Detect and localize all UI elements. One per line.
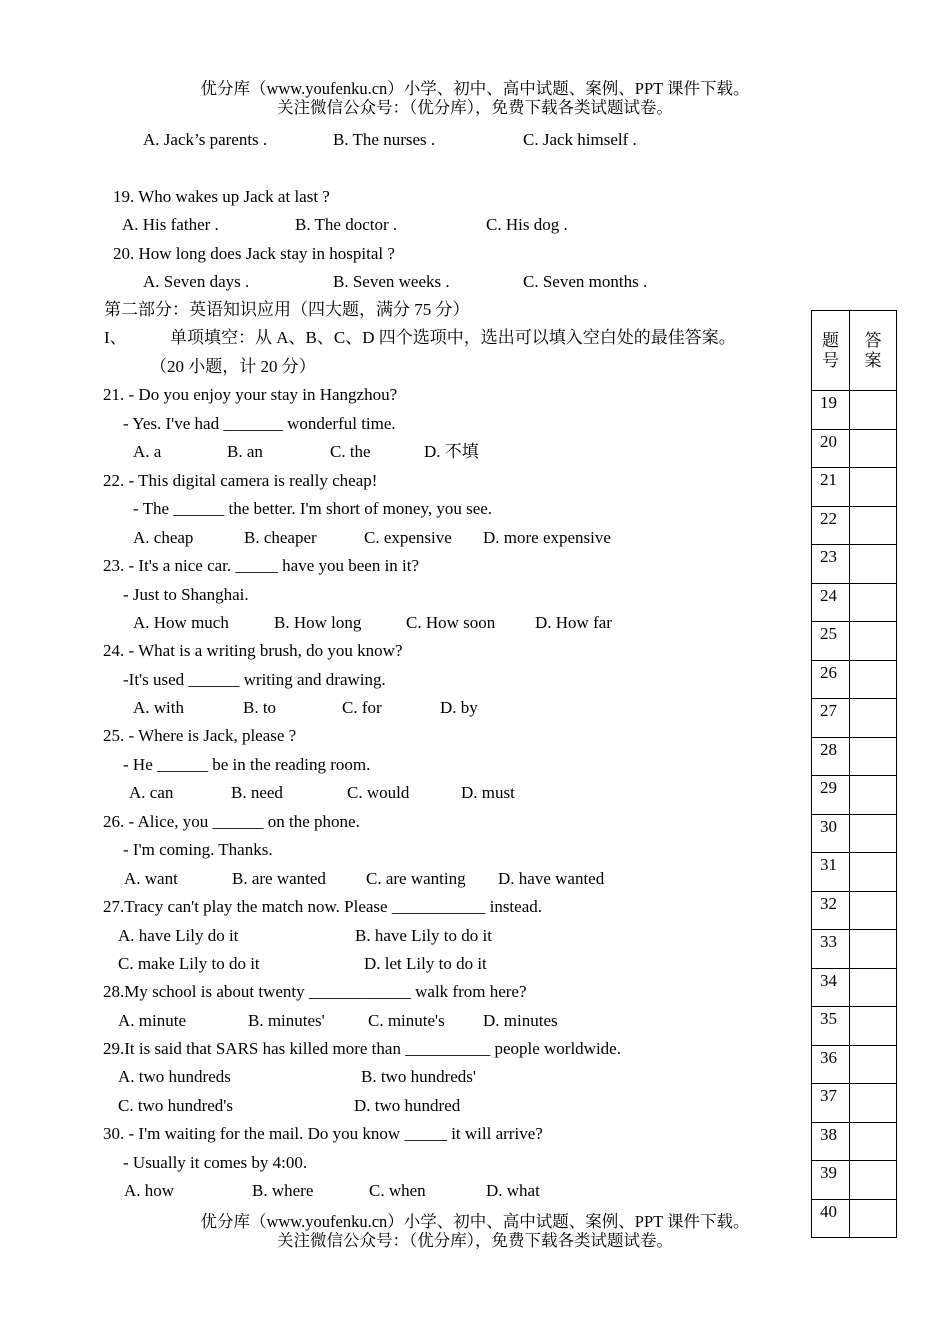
answer-table-header (812, 311, 897, 391)
q23-option-c: C. How soon (406, 613, 496, 632)
q19-stem: 19. Who wakes up Jack at last ? (113, 187, 330, 206)
footer-line-2: 关注微信公众号：（优分库），免费下载各类试题试卷。 (277, 1231, 673, 1250)
answer-table-row (812, 1045, 897, 1084)
answer-row-blank[interactable] (850, 506, 897, 545)
section1-number: I、 (104, 328, 127, 347)
q26-option-c: C. are wanting (366, 869, 466, 888)
footer-line-1: 优分库（www.youfenku.cn）小学、初中、高中试题、案例、PPT 课件下载。 (200, 1212, 750, 1231)
answer-table-row (812, 391, 897, 430)
answer-row-number: 39 (812, 1161, 850, 1200)
q18-option-a: A. Jack’s parents . (143, 130, 268, 149)
q26-stem: 26. - Alice, you ______ on the phone. (103, 812, 360, 831)
answer-row-number: 28 (812, 737, 850, 776)
q21-stem: 21. - Do you enjoy your stay in Hangzhou? (103, 385, 398, 404)
answer-row-blank[interactable] (850, 968, 897, 1007)
q22-option-a: A. cheap (133, 528, 194, 547)
answer-row-blank[interactable] (850, 622, 897, 661)
answer-row-blank[interactable] (850, 468, 897, 507)
q26-option-a: A. want (124, 869, 178, 888)
q25-line-2: - He ______ be in the reading room. (123, 755, 371, 774)
q21-option-c: C. the (330, 442, 371, 461)
part2-title: 第二部分：英语知识应用（四大题，满分 75 分） (104, 300, 470, 319)
answer-row-number: 31 (812, 853, 850, 892)
answer-row-number: 24 (812, 583, 850, 622)
q30-option-d: D. what (486, 1181, 540, 1200)
q30-option-a: A. how (124, 1181, 175, 1200)
q20-option-c: C. Seven months . (523, 272, 648, 291)
answer-row-blank[interactable] (850, 1084, 897, 1123)
answer-row-number: 21 (812, 468, 850, 507)
q29-option-d: D. two hundred (354, 1096, 461, 1115)
answer-table-row (812, 468, 897, 507)
q23-option-a: A. How much (133, 613, 229, 632)
answer-row-blank[interactable] (850, 1045, 897, 1084)
header-line-1: 优分库（www.youfenku.cn）小学、初中、高中试题、案例、PPT 课件下载。 (200, 79, 750, 98)
answer-table-row (812, 1007, 897, 1046)
answer-row-number: 25 (812, 622, 850, 661)
answer-row-blank[interactable] (850, 660, 897, 699)
answer-row-blank[interactable] (850, 930, 897, 969)
q23-line-2: - Just to Shanghai. (123, 585, 249, 604)
q27-option-a: A. have Lily do it (118, 926, 239, 945)
q26-line-2: - I'm coming. Thanks. (123, 840, 273, 859)
answer-row-number: 38 (812, 1122, 850, 1161)
answer-row-blank[interactable] (850, 1161, 897, 1200)
answer-table-row (812, 429, 897, 468)
answer-table-row (812, 622, 897, 661)
answer-table-row (812, 776, 897, 815)
q27-option-c: C. make Lily to do it (118, 954, 260, 973)
answer-row-number: 27 (812, 699, 850, 738)
q24-stem: 24. - What is a writing brush, do you know? (103, 641, 403, 660)
q26-option-d: D. have wanted (498, 869, 605, 888)
q29-stem: 29.It is said that SARS has killed more than __________ people worldwide. (103, 1039, 621, 1058)
answer-table-row (812, 968, 897, 1007)
answer-row-number: 23 (812, 545, 850, 584)
q23-option-d: D. How far (535, 613, 612, 632)
q29-option-b: B. two hundreds' (361, 1067, 476, 1086)
answer-row-number: 33 (812, 930, 850, 969)
answer-table-row (812, 1199, 897, 1238)
answer-row-number: 37 (812, 1084, 850, 1123)
answer-row-blank[interactable] (850, 1199, 897, 1238)
q21-option-a: A. a (133, 442, 162, 461)
answer-table-row (812, 699, 897, 738)
answer-row-blank[interactable] (850, 545, 897, 584)
answer-row-blank[interactable] (850, 814, 897, 853)
q22-option-d: D. more expensive (483, 528, 611, 547)
q27-option-d: D. let Lily to do it (364, 954, 487, 973)
q30-stem: 30. - I'm waiting for the mail. Do you know _____ it will arrive? (103, 1124, 543, 1143)
answer-row-number: 22 (812, 506, 850, 545)
answer-row-blank[interactable] (850, 853, 897, 892)
q24-option-d: D. by (440, 698, 478, 717)
q22-option-b: B. cheaper (244, 528, 317, 547)
q30-option-b: B. where (252, 1181, 314, 1200)
answer-table-row (812, 930, 897, 969)
answer-row-number: 34 (812, 968, 850, 1007)
answer-table-row (812, 1084, 897, 1123)
answer-table-row (812, 583, 897, 622)
q29-option-c: C. two hundred's (118, 1096, 233, 1115)
answer-table-row (812, 506, 897, 545)
answer-row-blank[interactable] (850, 429, 897, 468)
answer-row-number: 35 (812, 1007, 850, 1046)
q28-stem: 28.My school is about twenty ____________ walk from here? (103, 982, 527, 1001)
q25-option-a: A. can (129, 783, 174, 802)
section1-instruction: 单项填空：从 A、B、C、D 四个选项中，选出可以填入空白处的最佳答案。 (170, 328, 736, 347)
answer-row-number: 36 (812, 1045, 850, 1084)
q26-option-b: B. are wanted (232, 869, 326, 888)
q19-option-a: A. His father . (122, 215, 219, 234)
answer-row-number: 29 (812, 776, 850, 815)
q24-option-c: C. for (342, 698, 382, 717)
q21-line-2: - Yes. I've had _______ wonderful time. (123, 414, 396, 433)
answer-row-blank[interactable] (850, 1122, 897, 1161)
q25-option-d: D. must (461, 783, 515, 802)
q24-option-a: A. with (133, 698, 184, 717)
answer-row-blank[interactable] (850, 1007, 897, 1046)
answer-table-row (812, 737, 897, 776)
answer-row-blank[interactable] (850, 776, 897, 815)
q25-option-c: C. would (347, 783, 410, 802)
q20-stem: 20. How long does Jack stay in hospital ? (113, 244, 395, 263)
answer-table-row (812, 891, 897, 930)
q24-option-b: B. to (243, 698, 277, 717)
q18-option-b: B. The nurses . (333, 130, 436, 149)
section1-note: （20 小题，计 20 分） (150, 357, 316, 376)
answer-row-blank[interactable] (850, 699, 897, 738)
answer-row-number: 19 (812, 391, 850, 430)
q29-option-a: A. two hundreds (118, 1067, 231, 1086)
answer-table-row (812, 853, 897, 892)
answer-table-answer-header: 答案 (850, 311, 897, 391)
answer-table (811, 310, 897, 1238)
q27-stem: 27.Tracy can't play the match now. Please ___________ instead. (103, 897, 542, 916)
answer-row-number: 30 (812, 814, 850, 853)
answer-row-number: 32 (812, 891, 850, 930)
answer-table-row (812, 545, 897, 584)
answer-row-blank[interactable] (850, 891, 897, 930)
answer-row-number: 40 (812, 1199, 850, 1238)
q21-option-d: D. 不填 (424, 442, 479, 461)
q19-option-b: B. The doctor . (295, 215, 398, 234)
answer-table-number-header: 题号 (812, 311, 850, 391)
q28-option-c: C. minute's (368, 1011, 445, 1030)
q30-line-2: - Usually it comes by 4:00. (123, 1153, 308, 1172)
q30-option-c: C. when (369, 1181, 426, 1200)
header-line-2: 关注微信公众号：（优分库），免费下载各类试题试卷。 (277, 98, 673, 117)
q22-stem: 22. - This digital camera is really cheap! (103, 471, 378, 490)
answer-row-blank[interactable] (850, 583, 897, 622)
q24-line-2: -It's used ______ writing and drawing. (123, 670, 386, 689)
q20-option-b: B. Seven weeks . (333, 272, 450, 291)
q21-option-b: B. an (227, 442, 263, 461)
q22-option-c: C. expensive (364, 528, 452, 547)
answer-row-number: 26 (812, 660, 850, 699)
q22-line-2: - The ______ the better. I'm short of money, you see. (133, 499, 493, 518)
answer-table-row (812, 660, 897, 699)
q28-option-d: D. minutes (483, 1011, 558, 1030)
q18-option-c: C. Jack himself . (523, 130, 637, 149)
q23-option-b: B. How long (274, 613, 362, 632)
q19-option-c: C. His dog . (486, 215, 568, 234)
answer-row-blank[interactable] (850, 391, 897, 430)
answer-row-number: 20 (812, 429, 850, 468)
q23-stem: 23. - It's a nice car. _____ have you been in it? (103, 556, 420, 575)
q28-option-a: A. minute (118, 1011, 186, 1030)
q25-option-b: B. need (231, 783, 283, 802)
answer-table-row (812, 814, 897, 853)
answer-table-row (812, 1122, 897, 1161)
q25-stem: 25. - Where is Jack, please ? (103, 726, 297, 745)
q27-option-b: B. have Lily to do it (355, 926, 492, 945)
q28-option-b: B. minutes' (248, 1011, 325, 1030)
q20-option-a: A. Seven days . (143, 272, 250, 291)
answer-table-row (812, 1161, 897, 1200)
answer-row-blank[interactable] (850, 737, 897, 776)
